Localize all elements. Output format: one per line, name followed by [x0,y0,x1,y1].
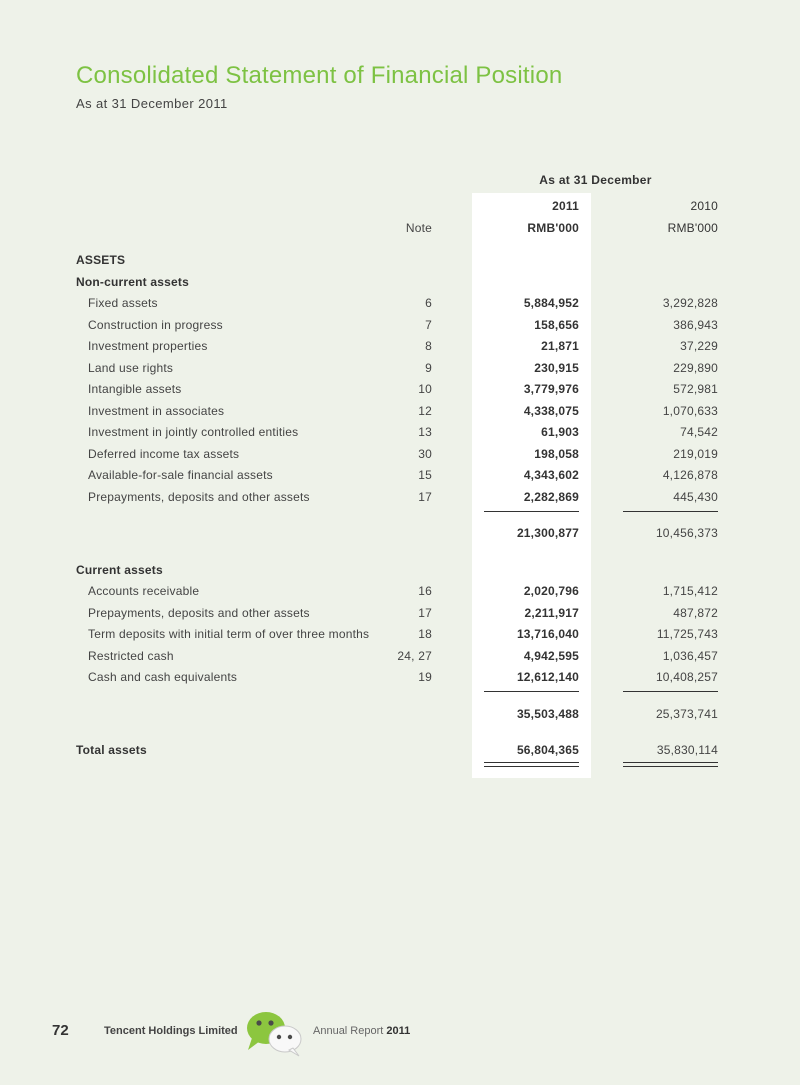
row-value-2010: 487,872 [673,606,718,620]
row-value-2010: 1,070,633 [662,404,718,418]
page-title: Consolidated Statement of Financial Position [76,62,563,89]
row-label: Intangible assets [88,382,182,396]
row-label: Prepayments, deposits and other assets [88,606,310,620]
table-row [0,381,800,397]
non-current-total-2010: 10,456,373 [655,526,718,540]
year-header-row [0,198,800,214]
row-note: 13 [418,425,432,439]
row-note: 18 [418,627,432,641]
row-value-2010: 1,715,412 [662,584,718,598]
table-row [0,403,800,419]
row-note: 8 [425,339,432,353]
footer-report [313,1025,410,1037]
row-value-2010: 37,229 [680,339,718,353]
row-note: 6 [425,296,432,310]
total-assets-row [0,742,800,758]
current-heading-row [0,562,800,578]
row-value-2011: 2,282,869 [523,490,579,504]
non-current-total-2011: 21,300,877 [516,526,579,540]
row-note: 19 [418,670,432,684]
table-row [0,669,800,685]
double-rule-top [623,762,718,763]
row-label: Restricted cash [88,649,174,663]
row-value-2011: 4,343,602 [523,468,579,482]
table-row [0,424,800,440]
row-value-2011: 4,338,075 [523,404,579,418]
unit-current: RMB'000 [527,221,579,235]
row-value-2010: 4,126,878 [662,468,718,482]
row-label: Construction in progress [88,318,223,332]
row-value-2011: 2,211,917 [524,606,579,620]
non-current-total-row [0,525,800,541]
subtotal-rule [623,691,718,692]
row-note: 24, 27 [397,649,432,663]
table-row [0,648,800,664]
double-rule-bottom [623,766,718,767]
subtotal-rule [484,691,579,692]
row-note: 10 [418,382,432,396]
footer-report-prefix: Annual Report [313,1025,384,1037]
year-current: 2011 [552,199,579,213]
row-label: Available-for-sale financial assets [88,468,273,482]
row-value-2010: 572,981 [673,382,718,396]
double-rule-top [484,762,579,763]
unit-header-row [0,220,800,236]
row-note: 9 [425,361,432,375]
non-current-heading-row [0,274,800,290]
subtotal-rule [484,511,579,512]
row-value-2011: 61,903 [541,425,579,439]
row-value-2010: 1,036,457 [662,649,718,663]
row-label: Investment in jointly controlled entities [88,425,299,439]
total-assets-2010: 35,830,114 [656,743,718,757]
row-value-2011: 230,915 [534,361,579,375]
row-note: 17 [418,490,432,504]
row-value-2011: 5,884,952 [523,296,579,310]
row-value-2011: 158,656 [534,318,579,332]
assets-heading-row [0,252,800,268]
row-value-2011: 3,779,976 [523,382,579,396]
row-label: Accounts receivable [88,584,200,598]
page-subtitle: As at 31 December 2011 [76,96,228,111]
row-value-2010: 219,019 [673,447,718,461]
table-row [0,605,800,621]
row-label: Deferred income tax assets [88,447,240,461]
current-heading: Current assets [76,563,163,577]
row-note: 15 [418,468,432,482]
row-note: 17 [418,606,432,620]
table-row [0,295,800,311]
current-total-2010: 25,373,741 [655,707,718,721]
row-label: Land use rights [88,361,174,375]
row-label: Fixed assets [88,296,158,310]
row-value-2010: 3,292,828 [662,296,718,310]
row-value-2010: 445,430 [673,490,718,504]
row-value-2010: 386,943 [673,318,718,332]
footer-report-year: 2011 [386,1025,411,1037]
current-total-2011: 35,503,488 [516,707,579,721]
row-value-2010: 229,890 [673,361,718,375]
row-value-2011: 2,020,796 [523,584,579,598]
row-value-2011: 4,942,595 [523,649,579,663]
total-assets-label: Total assets [76,743,147,757]
table-row [0,360,800,376]
row-value-2010: 11,725,743 [656,627,718,641]
row-value-2010: 10,408,257 [655,670,718,684]
table-row [0,583,800,599]
table-row [0,626,800,642]
row-value-2010: 74,542 [680,425,718,439]
subtotal-rule [623,511,718,512]
current-total-row [0,706,800,722]
row-label: Investment properties [88,339,208,353]
row-label: Investment in associates [88,404,225,418]
assets-heading: ASSETS [76,253,126,267]
row-note: 12 [418,404,432,418]
table-row [0,446,800,462]
row-label: Term deposits with initial term of over three months [88,627,370,641]
row-note: 30 [418,447,432,461]
row-value-2011: 12,612,140 [516,670,579,684]
unit-prior: RMB'000 [667,221,718,235]
year-prior: 2010 [690,199,718,213]
row-value-2011: 198,058 [534,447,579,461]
double-rule-bottom [484,766,579,767]
table-row [0,317,800,333]
row-value-2011: 13,716,040 [516,627,579,641]
row-label: Cash and cash equivalents [88,670,238,684]
page-number: 72 [52,1022,69,1039]
non-current-heading: Non-current assets [76,275,189,289]
table-row [0,489,800,505]
row-note: 16 [418,584,432,598]
note-heading: Note [405,221,432,235]
table-row [0,338,800,354]
total-assets-2011: 56,804,365 [516,743,579,757]
column-group-heading: As at 31 December [539,173,652,187]
table-row [0,467,800,483]
wechat-logo-icon [244,1008,304,1058]
row-value-2011: 21,871 [541,339,579,353]
row-label: Prepayments, deposits and other assets [88,490,310,504]
row-note: 7 [425,318,432,332]
footer-company: Tencent Holdings Limited [104,1025,238,1037]
